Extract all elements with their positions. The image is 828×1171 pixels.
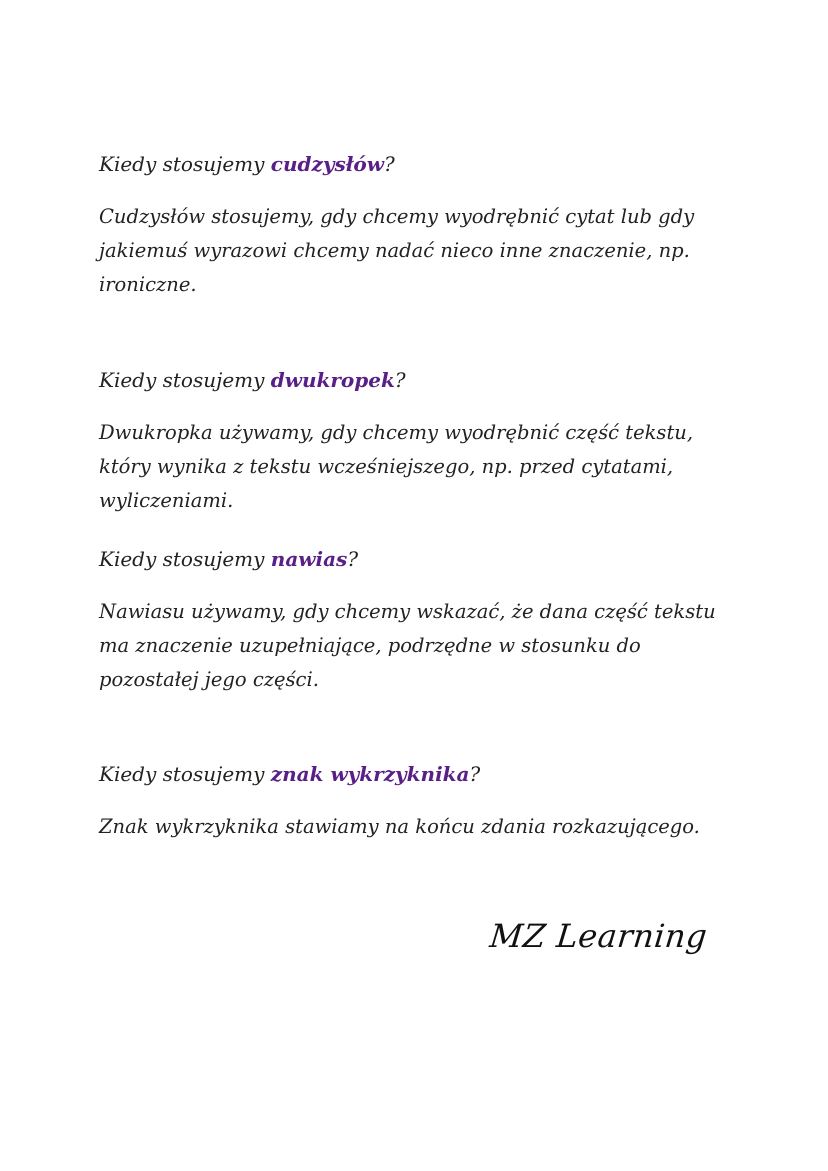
answer-text: Dwukropka używamy, gdy chcemy wyodrębnić część tekstu, który wynika z tekstu wcześniejszego, np. przed cytatami, wyliczeniami. — [99, 421, 694, 512]
question-heading — [99, 150, 739, 178]
question-heading — [99, 366, 739, 394]
question-term: znak wykrzyknika — [270, 762, 470, 786]
section-quotation-marks — [99, 150, 739, 302]
question-suffix: ? — [394, 368, 406, 392]
question-suffix: ? — [347, 547, 359, 571]
answer-text: Nawiasu używamy, gdy chcemy wskazać, że dana część tekstu ma znaczenie uzupełniające, podrzędne w stosunku do pozostałej jego części. — [99, 600, 716, 691]
signature-logo: MZ Learning — [488, 917, 710, 955]
question-prefix: Kiedy stosujemy — [99, 368, 271, 392]
question-heading — [99, 545, 739, 573]
question-suffix: ? — [383, 152, 395, 176]
question-suffix: ? — [469, 762, 481, 786]
section-exclamation-mark — [99, 760, 739, 844]
question-term: cudzysłów — [270, 152, 384, 176]
answer-text: Znak wykrzyknika stawiamy na końcu zdania rozkazującego. — [99, 815, 700, 838]
question-prefix: Kiedy stosujemy — [99, 152, 271, 176]
question-term: nawias — [270, 547, 348, 571]
section-colon — [99, 366, 739, 518]
question-prefix: Kiedy stosujemy — [99, 762, 271, 786]
question-heading — [99, 760, 739, 788]
question-prefix: Kiedy stosujemy — [99, 547, 271, 571]
answer-text: Cudzysłów stosujemy, gdy chcemy wyodrębnić cytat lub gdy jakiemuś wyrazowi chcemy nadać nieco inne znaczenie, np. ironiczne. — [99, 205, 695, 296]
section-parenthesis — [99, 545, 739, 697]
question-term: dwukropek — [270, 368, 395, 392]
